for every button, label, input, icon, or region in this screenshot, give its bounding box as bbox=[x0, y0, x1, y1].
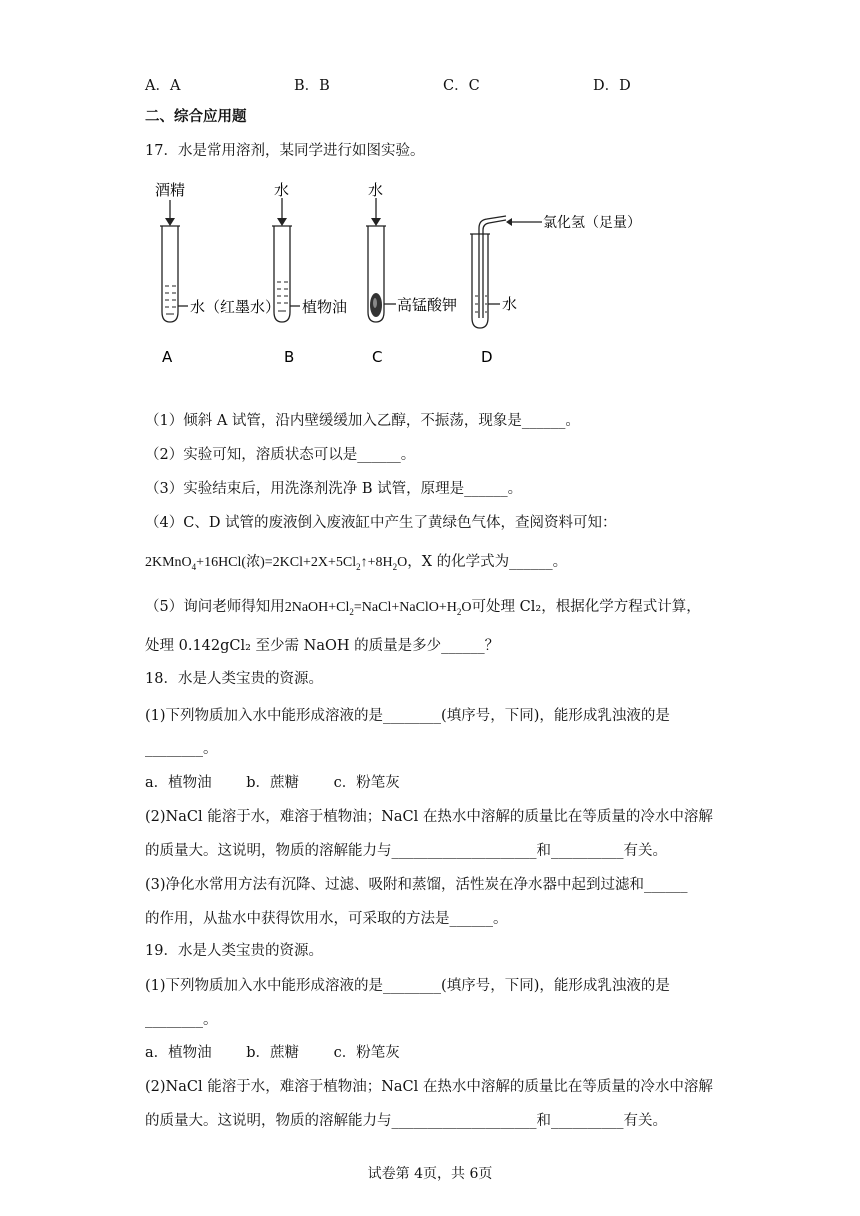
q18-line5: (3)净化水常用方法有沉降、过滤、吸附和蒸馏，活性炭在净水器中起到过滤和______ bbox=[145, 877, 688, 893]
q19-option-a: a．植物油 bbox=[145, 1045, 212, 1061]
option-a: A．A bbox=[145, 78, 181, 94]
option-d: D．D bbox=[593, 78, 631, 94]
q18-options bbox=[145, 773, 400, 793]
tube-b-letter: B bbox=[284, 348, 295, 366]
tube-a-letter: A bbox=[162, 348, 173, 366]
q17-part5-equation: $2NaOH+Cl_2=NaCl+NaClO+H_2O$ bbox=[284, 600, 472, 617]
q18-line2: ________。 bbox=[145, 741, 218, 757]
q19-stem: 19．水是人类宝贵的资源。 bbox=[145, 943, 323, 959]
q17-part1: （1）倾斜 A 试管，沿内壁缓缓加入乙醇，不振荡，现象是______。 bbox=[145, 413, 580, 429]
tube-b-top-label: 水 bbox=[274, 181, 290, 199]
q19-line3: (2)NaCl 能溶于水，难溶于植物油；NaCl 在热水中溶解的质量比在等质量的冷水中溶解 bbox=[145, 1079, 713, 1095]
tube-c-side-label: 高锰酸钾 bbox=[397, 296, 458, 314]
q17-equation-line bbox=[145, 552, 567, 577]
tube-a-top-label: 酒精 bbox=[155, 181, 186, 199]
q17-stem: 17．水是常用溶剂，某同学进行如图实验。 bbox=[145, 143, 425, 159]
tube-a-side-label: 水（红墨水） bbox=[190, 298, 281, 316]
page-footer: 试卷第 4页，共 6页 bbox=[367, 1166, 493, 1182]
tube-d-top-label: 氯化氢（足量） bbox=[543, 215, 641, 231]
q18-option-b: b．蔗糖 bbox=[246, 775, 300, 791]
q18-option-a: a．植物油 bbox=[145, 775, 212, 791]
option-c: C．C bbox=[443, 78, 480, 94]
q17-part4: （4）C、D 试管的废液倒入废液缸中产生了黄绿色气体，查阅资料可知： bbox=[145, 515, 617, 531]
q18-option-c: c．粉笔灰 bbox=[333, 775, 400, 791]
q17-part5-line1: （5）询问老师得知用$2NaOH+Cl_2=NaCl+NaClO+H_2O$可处理 Cl₂，根据化学方程式计算， bbox=[145, 599, 701, 617]
q17-part3: （3）实验结束后，用洗涤剂洗净 B 试管，原理是______。 bbox=[145, 481, 523, 497]
q17-part5-line2: 处理 0.142gCl₂ 至少需 NaOH 的质量是多少______？ bbox=[145, 638, 500, 654]
tube-c-top-label: 水 bbox=[368, 181, 384, 199]
q19-line2: ________。 bbox=[145, 1012, 218, 1028]
tube-d-letter: D bbox=[481, 348, 493, 366]
q18-line3: (2)NaCl 能溶于水，难溶于植物油；NaCl 在热水中溶解的质量比在等质量的冷水中溶解 bbox=[145, 809, 713, 825]
tube-d-side-label: 水 bbox=[502, 295, 518, 313]
q19-line4: 的质量大。这说明，物质的溶解能力与____________________和__________有关。 bbox=[145, 1113, 667, 1129]
q18-line6: 的作用，从盐水中获得饮用水，可采取的方法是______。 bbox=[145, 911, 508, 927]
q17-equation-tail: ，X 的化学式为______。 bbox=[407, 554, 568, 570]
q19-line1: (1)下列物质加入水中能形成溶液的是________(填序号，下同)，能形成乳浊液的是 bbox=[145, 978, 670, 994]
q17-equation: 2KMnO$_4$+16HCl(浓)$=2KCl+2X+5Cl_2↑+8H_2O$ bbox=[145, 555, 408, 572]
q18-line1: (1)下列物质加入水中能形成溶液的是________(填序号，下同)，能形成乳浊液的是 bbox=[145, 708, 670, 724]
q19-options bbox=[145, 1043, 400, 1063]
q17-part2: （2）实验可知，溶质状态可以是______。 bbox=[145, 447, 416, 463]
q18-line4: 的质量大。这说明，物质的溶解能力与____________________和__________有关。 bbox=[145, 843, 667, 859]
tube-c-letter: C bbox=[372, 348, 383, 366]
tube-b-side-label: 植物油 bbox=[302, 298, 348, 316]
test-tubes-figure bbox=[150, 178, 641, 378]
section-title: 二、综合应用题 bbox=[145, 108, 247, 125]
q19-option-c: c．粉笔灰 bbox=[333, 1045, 400, 1061]
q18-stem: 18．水是人类宝贵的资源。 bbox=[145, 671, 323, 687]
q19-option-b: b．蔗糖 bbox=[246, 1045, 300, 1061]
option-b: B．B bbox=[294, 78, 330, 94]
